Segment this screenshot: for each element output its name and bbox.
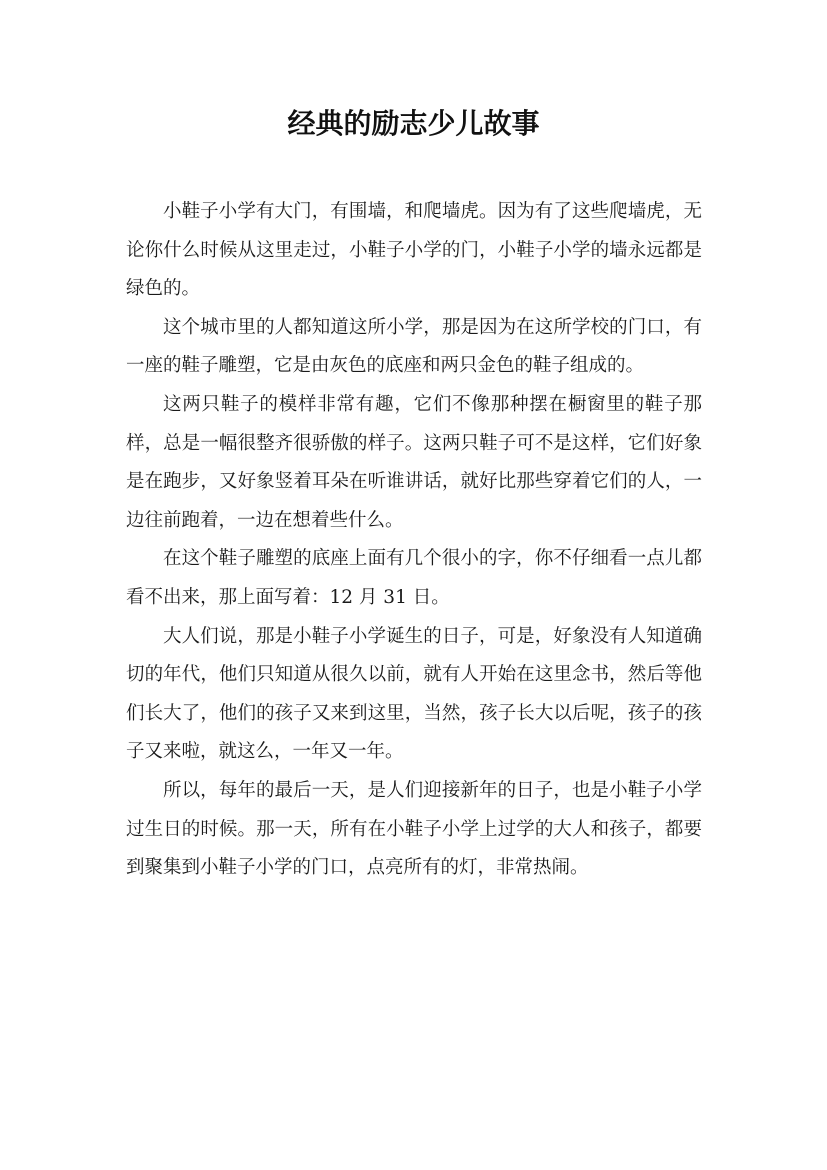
document-title: 经典的励志少儿故事 (287, 107, 540, 140)
document-body (126, 193, 702, 888)
paragraph: 小鞋子小学有大门，有围墙，和爬墙虎。因为有了这些爬墙虎，无论你什么时候从这里走过，小鞋子小学的门，小鞋子小学的墙永远都是绿色的。 (126, 201, 702, 300)
paragraph: 这两只鞋子的模样非常有趣，它们不像那种摆在橱窗里的鞋子那样，总是一幅很整齐很骄傲的样子。这两只鞋子可不是这样，它们好象是在跑步，又好象竖着耳朵在听谁讲话，就好比那些穿着它们的人，一边往前跑着，一边在想着些什么。 (126, 393, 702, 531)
paragraph: 这个城市里的人都知道这所小学，那是因为在这所学校的门口，有一座的鞋子雕塑，它是由灰色的底座和两只金色的鞋子组成的。 (126, 316, 702, 377)
paragraph: 所以，每年的最后一天，是人们迎接新年的日子，也是小鞋子小学过生日的时候。那一天，所有在小鞋子小学上过学的大人和孩子，都要到聚集到小鞋子小学的门口，点亮所有的灯，非常热闹。 (126, 779, 702, 879)
paragraph: 大人们说，那是小鞋子小学诞生的日子，可是，好象没有人知道确切的年代，他们只知道从很久以前，就有人开始在这里念书，然后等他们长大了，他们的孩子又来到这里，当然，孩子长大以后呢，孩子的孩子又来啦，就这么，一年又一年。 (126, 625, 702, 763)
paragraph: 在这个鞋子雕塑的底座上面有几个很小的字，你不仔细看一点儿都看不出来，那上面写着：12 月 31 日。 (126, 548, 702, 608)
